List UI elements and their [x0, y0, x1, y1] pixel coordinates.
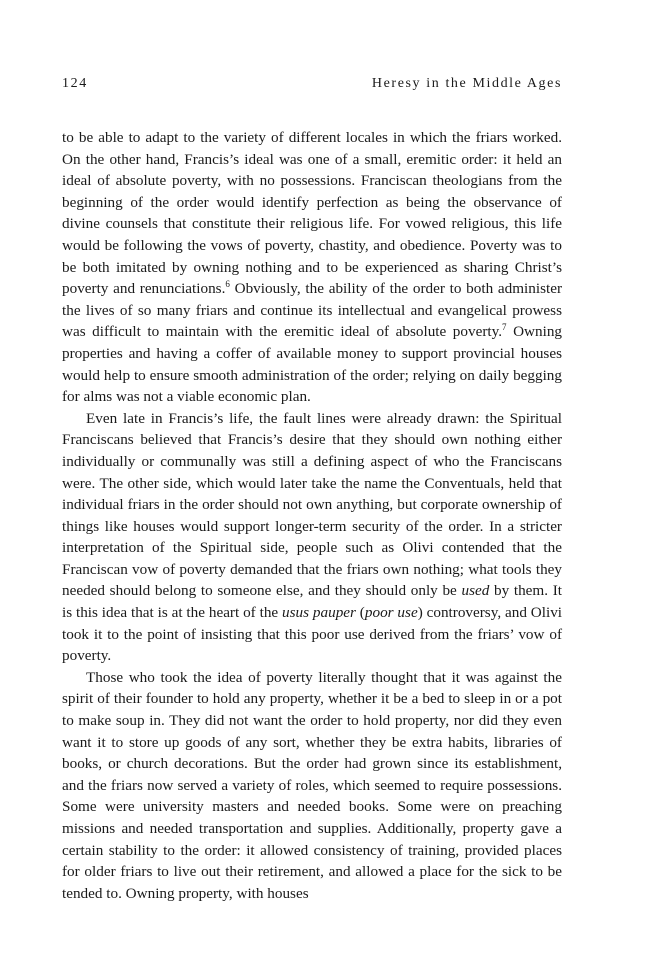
emphasis-usus-pauper: usus pauper	[282, 604, 356, 622]
emphasis-used: used	[461, 582, 490, 600]
text-span: (	[355, 604, 365, 622]
emphasis-poor-use: poor use	[364, 604, 418, 622]
paragraph-1	[62, 127, 562, 408]
text-span: ) controversy, and Olivi took it to the point of insisting that this poor use derived from the friars’ vow of poverty.	[62, 604, 563, 665]
text-span: Owning properties and having a coffer of available money to support provincial houses would help to ensure smooth administration of the order; relying on daily begging for alms was not a viable economic plan.	[62, 323, 563, 406]
text-span: Obviously, the ability of the order to both administer the lives of so many friars and continue its intellectual and evangelical prowess was difficult to maintain with the eremitic ideal of absolute poverty.	[62, 280, 563, 341]
book-page	[62, 0, 562, 975]
paragraph-3	[62, 667, 562, 905]
paragraph-2	[62, 408, 562, 667]
body-text	[62, 127, 562, 904]
text-span: to be able to adapt to the variety of different locales in which the friars worked. On the other hand, Francis’s ideal was one of a small, eremitic order: it held an ideal of absolute poverty, with no possessions. Franciscan theologians from the beginning of the order would identify perfection as being the observance of divine counsels that constitute their religious life. For vowed religious, this life would be following the vows of poverty, chastity, and obedience. Poverty was to be both imitated by owning nothing and to be experienced as sharing Christ’s poverty and renunciations.	[62, 129, 562, 298]
page-number: 124	[62, 76, 88, 91]
text-span: Even late in Francis’s life, the fault lines were already drawn: the Spiritual Franciscans believed that Francis’s desire that they should own nothing either individually or communally was still a defining aspect of who the Franciscans were. The other side, which would later take the name the Conventuals, held that individual friars in the order should not own anything, but corporate ownership of things like houses would support longer-term security of the order. In a stricter interpretation of the Spiritual side, people such as Olivi contended that the Franciscan vow of poverty demanded that the friars own nothing; what tools they needed should belong to someone else, and they should only be	[62, 409, 562, 600]
running-header	[62, 76, 562, 96]
running-title: Heresy in the Middle Ages	[371, 76, 562, 91]
footnote-ref-6: 6	[225, 279, 230, 290]
text-span: Those who took the idea of poverty literally thought that it was against the spirit of their founder to hold any property, whether it be a bed to sleep in or a pot to make soup in. They did not want the order to hold property, nor did they even want it to store up goods of any sort, whether they be extra habits, libraries of books, or church decorations. But the order had grown since its establishment, and the friars now served a variety of roles, which seemed to require possessions. Some were university masters and needed books. Some were on preaching missions and needed transportation and supplies. Additionally, property gave a certain stability to the order: it allowed consistency of training, provided places for older friars to live out their retirement, and allowed a place for the sick to be tended to. Owning property, with houses	[62, 668, 562, 902]
text-span: by them. It is this idea that is at the heart of the	[62, 582, 562, 622]
footnote-ref-7: 7	[502, 322, 507, 333]
